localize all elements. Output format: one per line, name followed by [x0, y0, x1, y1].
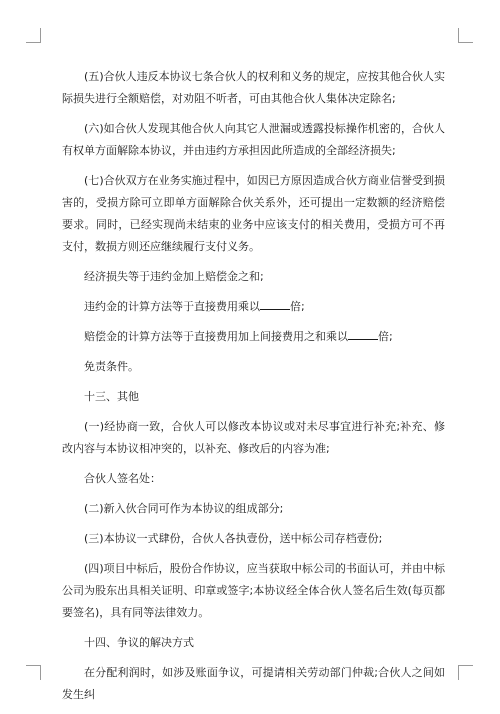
crop-mark-bottom-left	[26, 665, 41, 680]
compensation-suffix: 倍;	[378, 330, 393, 343]
crop-mark-bottom-right	[458, 665, 473, 680]
clause-5: (五)合伙人违反本协议七条合伙人的权利和义务的规定，应按其他合伙人实际损失进行全额赔偿，对劝阻不听者，可由其他合伙人集体决定除名;	[62, 70, 445, 105]
compensation-calculation	[62, 326, 445, 348]
penalty-calculation	[62, 296, 445, 318]
signature-label: 合伙人签名处：	[84, 472, 161, 485]
crop-mark-top-left	[26, 28, 41, 43]
section-13-item-2: (二)新入伙合同可作为本协议的组成部分;	[84, 502, 284, 515]
compensation-multiplier-blank	[348, 327, 378, 340]
section-13-heading: 十三、其他	[84, 390, 139, 403]
exemption-conditions: 免责条件。	[84, 360, 139, 373]
penalty-calculation-text: 违约金的计算方法等于直接费用乘以	[84, 300, 260, 313]
clause-6: (六)如合伙人发现其他合伙人向其它人泄漏或透露投标操作机密的，合伙人有权单方面解除本协议，并由违约方承担因此所造成的全部经济损失;	[62, 122, 445, 157]
document-body	[62, 66, 445, 714]
section-14-text: 在分配利润时，如涉及账面争议，可提请相关劳动部门仲裁;合伙人之间如发生纠	[62, 666, 445, 701]
crop-mark-top-right	[458, 28, 473, 43]
penalty-multiplier-blank	[260, 297, 290, 310]
section-13-item-3: (三)本协议一式肆份，合伙人各执壹份，送中标公司存档壹份;	[84, 532, 383, 545]
penalty-suffix: 倍;	[290, 300, 305, 313]
section-13-item-1: (一)经协商一致，合伙人可以修改本协议或对未尽事宜进行补充;补充、修改内容与本协议相冲突的，以补充、修改后的内容为准;	[62, 420, 445, 455]
economic-loss-definition: 经济损失等于违约金加上赔偿金之和;	[84, 270, 264, 283]
section-14-heading: 十四、争议的解决方式	[84, 636, 194, 649]
clause-7: (七)合伙双方在业务实施过程中，如因已方原因造成合伙方商业信誉受到损害的，受损方除可立即单方面解除合伙关系外，还可提出一定数额的经济赔偿要求。同时，已经实现尚未结束的业务中应该支付的相关费用，受损方可不再支付，数损方则还应继续履行支付义务。	[62, 174, 445, 253]
compensation-calculation-text: 赔偿金的计算方法等于直接费用加上间接费用之和乘以	[84, 330, 348, 343]
section-13-item-4: (四)项目中标后，股份合作协议，应当获取中标公司的书面认可，并由中标公司为股东出具相关证明、印章或签字;本协议经全体合伙人签名后生效(每页都要签名)，具有同等法律效力。	[62, 562, 445, 619]
